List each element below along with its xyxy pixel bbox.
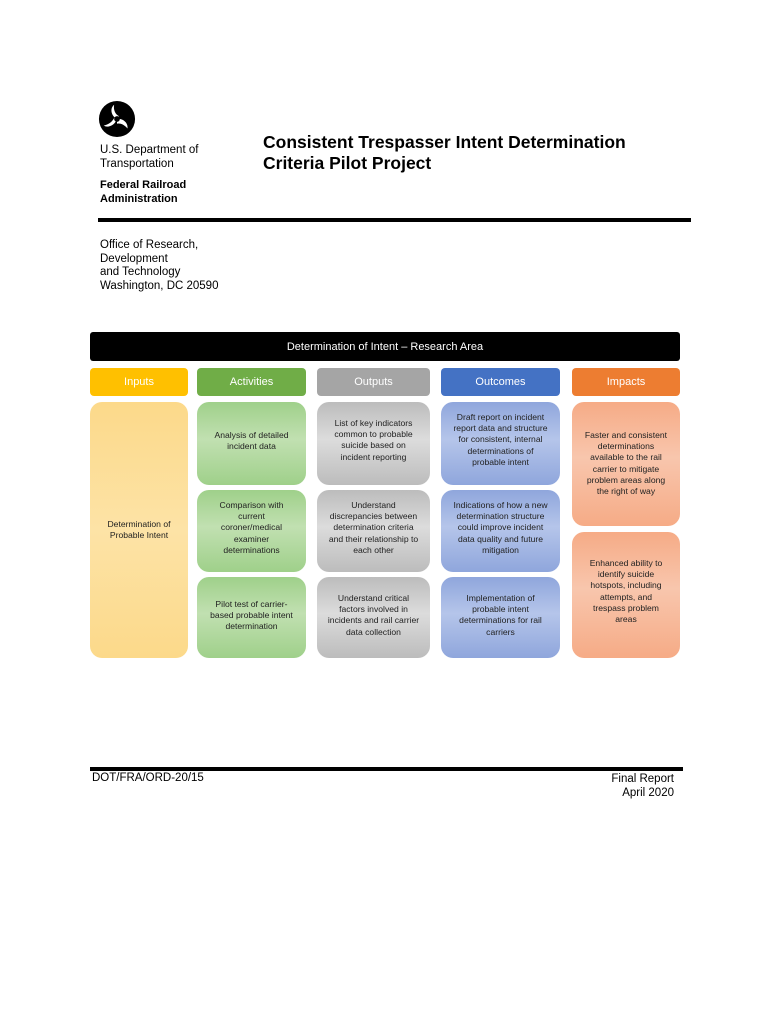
column-header-outputs: Outputs bbox=[317, 368, 430, 396]
output-box: Understand discrepancies between determination criteria and their relationship to each other bbox=[317, 490, 430, 572]
activity-box: Comparison with current coroner/medical examiner determinations bbox=[197, 490, 306, 572]
input-box: Determination of Probable Intent bbox=[90, 402, 188, 658]
outcome-box: Indications of how a new determination structure could improve incident data quality and future mitigation bbox=[441, 490, 560, 572]
usdot-triskelion-icon bbox=[98, 100, 136, 138]
header-divider bbox=[98, 218, 691, 222]
office-address: Office of Research, Development and Technology Washington, DC 20590 bbox=[100, 239, 219, 292]
column-header-activities: Activities bbox=[197, 368, 306, 396]
impact-box: Enhanced ability to identify suicide hotspots, including attempts, and trespass problem areas bbox=[572, 532, 680, 658]
impact-box: Faster and consistent determinations available to the rail carrier to mitigate problem areas along the right of way bbox=[572, 402, 680, 526]
activity-box: Pilot test of carrier- based probable intent determination bbox=[197, 577, 306, 658]
activity-box: Analysis of detailed incident data bbox=[197, 402, 306, 485]
diagram-banner: Determination of Intent – Research Area bbox=[90, 332, 680, 361]
department-name: U.S. Department of Transportation bbox=[100, 144, 199, 170]
report-info bbox=[560, 772, 674, 800]
column-header-inputs: Inputs bbox=[90, 368, 188, 396]
column-header-outcomes: Outcomes bbox=[441, 368, 560, 396]
outcome-box: Draft report on incident report data and structure for consistent, internal determinations of probable intent bbox=[441, 402, 560, 485]
footer-divider bbox=[90, 767, 683, 771]
report-type: Final Report bbox=[611, 773, 674, 785]
report-number: DOT/FRA/ORD-20/15 bbox=[92, 772, 204, 784]
output-box: Understand critical factors involved in incidents and rail carrier data collection bbox=[317, 577, 430, 658]
report-title: Consistent Trespasser Intent Determination Criteria Pilot Project bbox=[263, 132, 626, 173]
output-box: List of key indicators common to probable suicide based on incident reporting bbox=[317, 402, 430, 485]
report-date: April 2020 bbox=[622, 787, 674, 799]
logic-model-diagram bbox=[90, 332, 680, 662]
column-header-impacts: Impacts bbox=[572, 368, 680, 396]
outcome-box: Implementation of probable intent determinations for rail carriers bbox=[441, 577, 560, 658]
administration-name: Federal Railroad Administration bbox=[100, 179, 187, 205]
